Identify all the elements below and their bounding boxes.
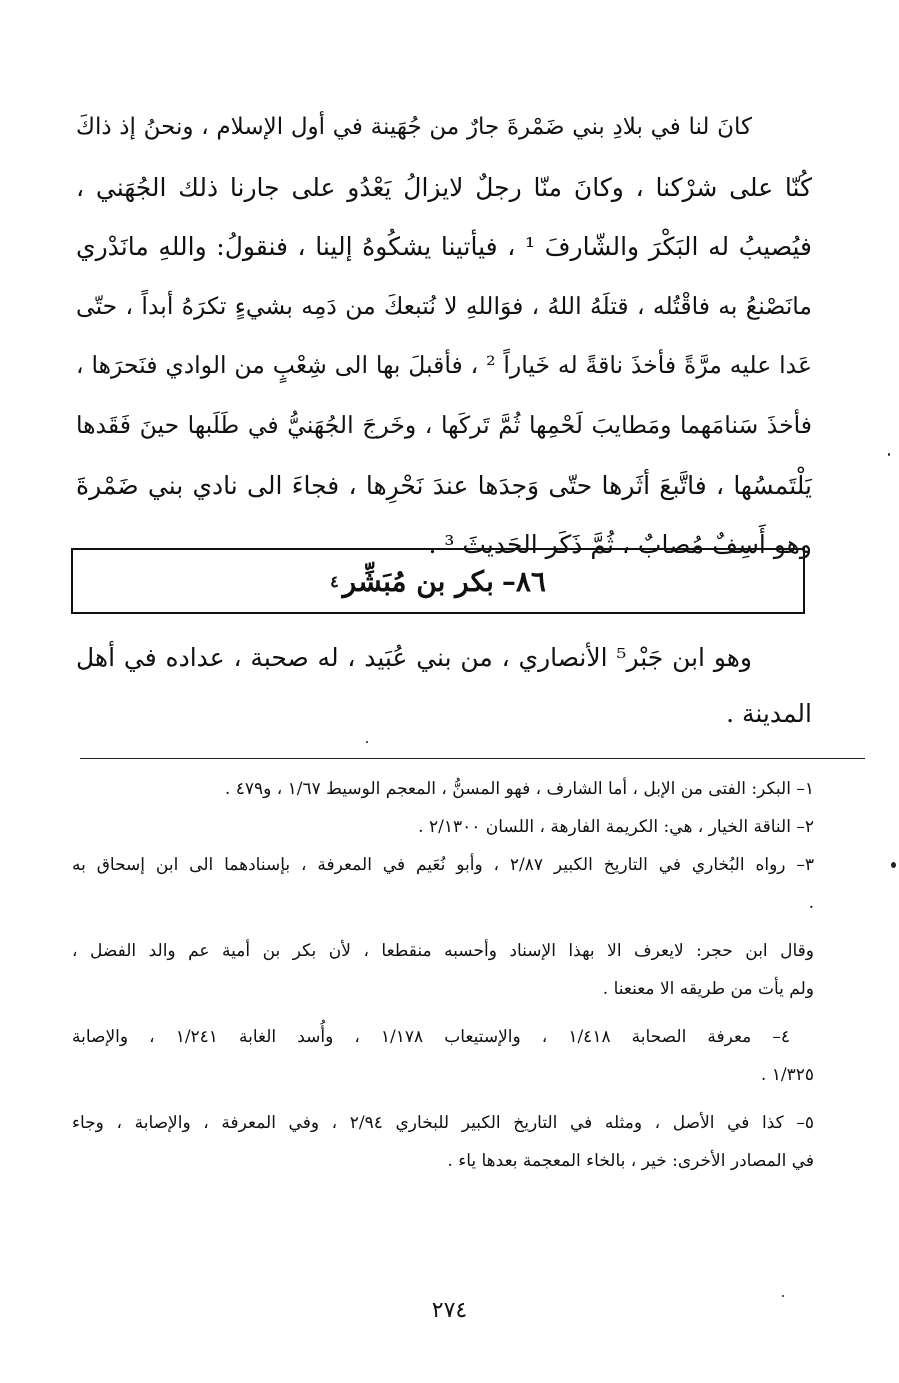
scan-speck <box>782 1295 784 1297</box>
main-text-line: مانَصْنعُ به فاقْتُله ، قتلَهُ اللهُ ، فوَاللهِ لا نُتبعكَ من دَمِه بشيءٍ تكرَهُ أبداً ، حتّى <box>76 291 812 320</box>
scan-speck <box>366 741 368 743</box>
main-text-line: يَلْتَمسُها ، فاتَّبعَ أثَرها حتّى وَجدَها عندَ نَحْرِها ، فجاءَ الى نادي بني ضَمْرةَ <box>76 470 812 500</box>
footnote-line: ٣– رواه البُخاري في التاريخ الكبير ٢/٨٧ ، وأبو نُعَيم في المعرفة ، بإسنادهما الى ابن إسحاق به <box>72 855 815 875</box>
section-number: ٨٦– <box>501 564 546 598</box>
biography-line: المدينة . <box>726 699 812 728</box>
section-heading-box <box>71 548 805 614</box>
footnote-line: ٢– الناقة الخيار ، هي: الكريمة الفارهة ، اللسان ٢/١٣٠٠ . <box>418 817 814 837</box>
footnote-line: في المصادر الأخرى: خير ، بالخاء المعجمة بعدها ياء . <box>447 1151 814 1171</box>
biography-line: وهو ابن جَبْر⁵ الأنصاري ، من بني عُبَيد ، له صحبة ، عداده في أهل <box>76 643 752 672</box>
footnotes-block <box>72 770 814 1180</box>
main-text-line: وهو أَسِفٌ مُصابٌ ، ثُمَّ ذَكَر الحَديثَ ³ . <box>428 530 812 560</box>
page-number: ٢٧٤ <box>431 1298 468 1323</box>
scan-speck <box>891 862 896 868</box>
main-text-line: فأخذَ سَنامَهما ومَطايبَ لَحْمِها ثُمَّ تَركَها ، وخَرجَ الجُهَنيُّ في طَلَبها حينَ فَقَدها <box>76 410 812 439</box>
footnote-line: . <box>808 893 814 913</box>
footnote-line: ١– البكر: الفتى من الإبل ، أما الشارف ، فهو المسنُّ ، المعجم الوسيط ١/٦٧ ، و٤٧٩ . <box>224 779 814 799</box>
footnote-line: ٥– كذا في الأصل ، ومثله في التاريخ الكبير للبخاري ٢/٩٤ ، وفي المعرفة ، والإصابة ، وجاء <box>72 1113 815 1133</box>
scan-speck <box>888 453 890 456</box>
main-text-line: كانَ لنا في بلادِ بني ضَمْرةَ جارٌ من جُهَينة في أول الإسلام ، ونحنُ إذ ذاكَ <box>76 114 752 140</box>
footnote-line: ولم يأت من طريقه الا معنعنا . <box>602 979 814 999</box>
main-text-line: كُنّا على شرْكنا ، وكانَ منّا رجلٌ لايزالُ يَعْدُو على جارنا ذلك الجُهَني ، <box>76 172 812 202</box>
footnote-line: ١/٣٢٥ . <box>760 1065 814 1085</box>
main-text-line: فيُصيبُ له البَكْرَ والشّارفَ ¹ ، فيأتينا يشكُوهُ إلينا ، فنقولُ: واللهِ مانَدْري <box>76 232 812 262</box>
footnote-line: وقال ابن حجر: لايعرف الا بهذا الإسناد وأحسبه منقطعا ، لأن بكر بن أمية عم والد الفضل ، <box>72 941 814 961</box>
footnote-line: ٤– معرفة الصحابة ١/٤١٨ ، والإستيعاب ١/١٧٨ ، وأُسد الغابة ١/٢٤١ ، والإصابة <box>72 1027 790 1047</box>
section-footnote-mark: ٤ <box>330 571 339 591</box>
section-title: بكر بن مُبَشِّر <box>342 564 494 598</box>
footnote-separator <box>80 758 865 759</box>
main-text-block <box>76 98 812 575</box>
biography-block <box>76 630 812 742</box>
main-text-line: عَدا عليه مرَّةً فأخذَ ناقةً له خَياراً ² ، فأقبلَ بها الى شِعْبٍ من الوادي فنَحرَها ، <box>76 351 812 380</box>
